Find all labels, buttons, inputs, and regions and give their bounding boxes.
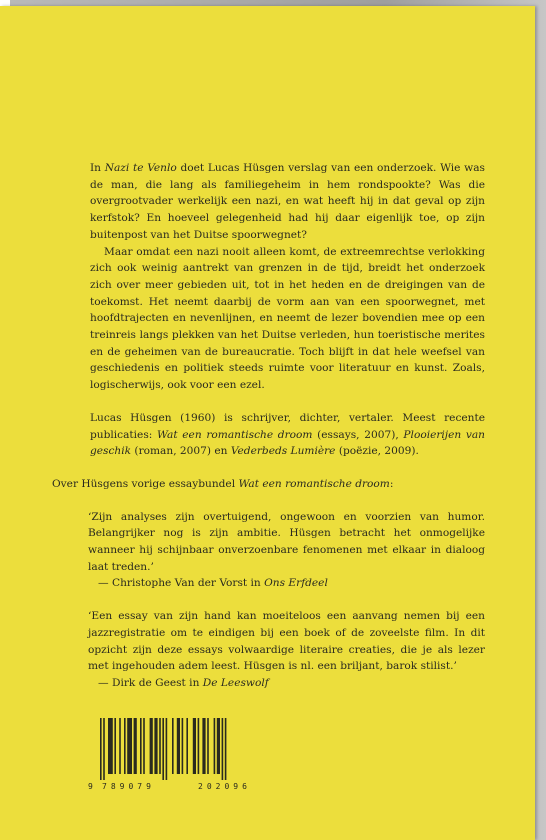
barcode-bar-0 [100, 718, 102, 780]
barcode-bar-18 [186, 718, 188, 774]
review-quote-2: ‘Een essay van zijn hand kan moeiteloos een aanvang nemen bij een jazzregistratie om te eindigen bij een boek of de zoveelste film. In dit opzicht zijn deze essays volwaardige literaire creaties, die je als lezer met ingehouden adem leest. Hüsgen is nl. een briljant, barok stilist.’ [88, 610, 485, 673]
review-attribution-1: — Christophe Van der Vorst in Ons Erfdeel [98, 577, 328, 590]
barcode-bar-16 [177, 718, 180, 774]
intro-paragraph: In Nazi te Venlo doet Lucas Hüsgen verslag van een onderzoek. Wie was de man, die lang als familiegeheim in hem rondspookte? Was die overgrootvader werkelijk een nazi, en wat heeft hij in dat geval op zijn kerfstok? En hoeveel gelegenheid had hij daar eigenlijk toe, op zijn buitenpost van het Duitse spoorwegnet? [90, 162, 485, 241]
barcode-bars [86, 718, 296, 780]
barcode-bar-17 [182, 718, 184, 774]
back-cover [0, 6, 535, 840]
body-paragraph: Maar omdat een nazi nooit alleen komt, de extreemrechtse verlokking zich ook weinig aantrekt van grenzen in de tijd, breidt het onderzoek zich over meer gebieden uit, tot in het heden en de dreigingen van de toekomst. Het neemt daarbij de vorm aan van een spoorwegnet, met hoofdtrajecten en nevenlijnen, en neemt de lezer bovendien mee op een treinreis langs plekken van het Duitse verleden, hun toeristische merites en de geheimen van de bureaucratie. Toch blijft in dat hele weefsel van geschiedenis en politiek steeds ruimte voor literatuur en kunst. Zoals, logischerwijs, ook voor een ezel. [90, 245, 485, 392]
barcode-right-digits: 202096 [198, 782, 251, 791]
barcode-bar-4 [119, 718, 121, 774]
barcode-bar-2 [108, 718, 113, 774]
barcode-bar-12 [159, 718, 161, 774]
barcode-bar-15 [172, 718, 174, 774]
author-bio: Lucas Hüsgen (1960) is schrijver, dichter, vertaler. Meest recente publicaties: Wat een romantische droom (essays, 2007), Plooierijen van geschik (roman, 2007) en Vederbeds Lumière (poëzie, 2009). [90, 411, 486, 458]
barcode-bar-6 [127, 718, 132, 774]
barcode-bar-14 [166, 718, 168, 780]
barcode-bar-24 [217, 718, 220, 774]
previous-book-heading: Over Hüsgens vorige essaybundel Wat een romantische droom: [52, 477, 394, 490]
barcode-bar-22 [207, 718, 209, 774]
review-attribution-2: — Dirk de Geest in De Leeswolf [98, 676, 269, 689]
barcode-bar-25 [222, 718, 224, 780]
isbn-barcode [86, 718, 296, 798]
barcode-bar-21 [202, 718, 205, 774]
barcode-bar-13 [162, 718, 164, 780]
barcode-bar-7 [134, 718, 137, 774]
barcode-bar-20 [198, 718, 200, 774]
barcode-bar-1 [103, 718, 105, 780]
barcode-bar-23 [214, 718, 216, 774]
review-quote-1: ‘Zijn analyses zijn overtuigend, ongewoon en voorzien van humor. Belangrijker nog is zijn ambitie. Hüsgen betracht het onmogelijke wanneer hij schijnbaar onverzoenbare fenomenen met elkaar in dialoog laat treden.’ [88, 510, 485, 573]
blurb-text [52, 160, 486, 692]
barcode-bar-26 [225, 718, 227, 780]
barcode-left-digits: 789079 [102, 782, 155, 791]
barcode-bar-19 [193, 718, 196, 774]
barcode-bar-10 [150, 718, 153, 774]
barcode-bar-3 [114, 718, 116, 774]
barcode-bar-5 [124, 718, 126, 774]
barcode-bar-8 [140, 718, 142, 774]
barcode-digits [86, 782, 296, 796]
barcode-lead-digit: 9 [88, 782, 93, 791]
barcode-bar-9 [143, 718, 145, 774]
barcode-bar-11 [154, 718, 157, 774]
